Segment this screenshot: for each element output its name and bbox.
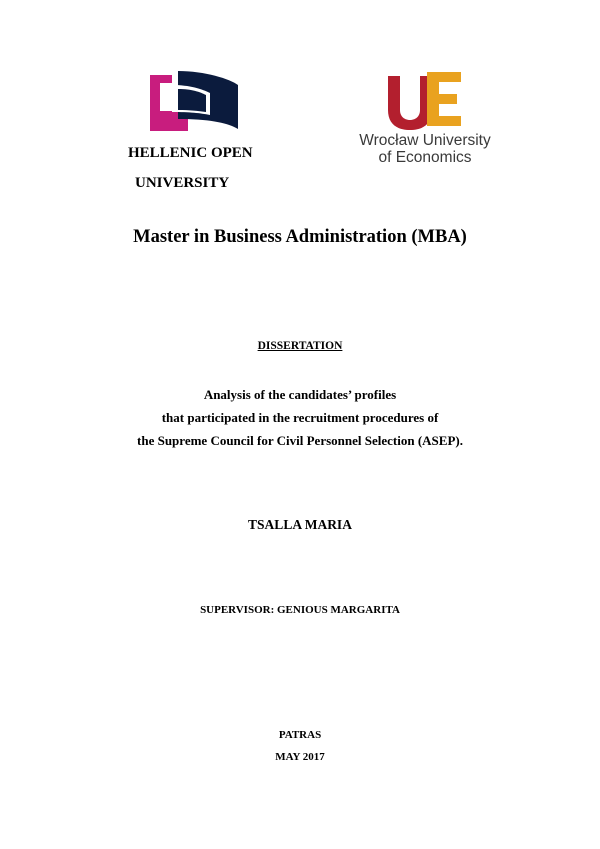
title-line: that participated in the recruitment procedures of <box>161 410 439 425</box>
date: MAY 2017 <box>275 751 325 763</box>
ue-name-line2: of Economics <box>378 149 472 166</box>
document-type: DISSERTATION <box>257 340 343 352</box>
hou-name-line1: HELLENIC OPEN <box>128 145 253 161</box>
supervisor-line: SUPERVISOR: GENIOUS MARGARITA <box>200 604 400 616</box>
wroclaw-university-name <box>340 132 510 166</box>
title-line: the Supreme Council for Civil Personnel Selection (ASEP). <box>137 433 463 448</box>
author-name: TSALLA MARIA <box>248 517 352 532</box>
hellenic-open-university-logo <box>150 71 240 133</box>
program-title: Master in Business Administration (MBA) <box>133 227 467 247</box>
title-line: Analysis of the candidates’ profiles <box>203 387 397 402</box>
place: PATRAS <box>278 729 322 741</box>
hellenic-open-university-name <box>128 138 278 198</box>
wroclaw-university-of-economics-logo <box>385 70 465 132</box>
ue-name-line1: Wrocław University <box>359 132 491 149</box>
place-and-date <box>0 724 600 768</box>
dissertation-title <box>0 383 600 452</box>
hou-name-line2: UNIVERSITY <box>135 175 230 191</box>
